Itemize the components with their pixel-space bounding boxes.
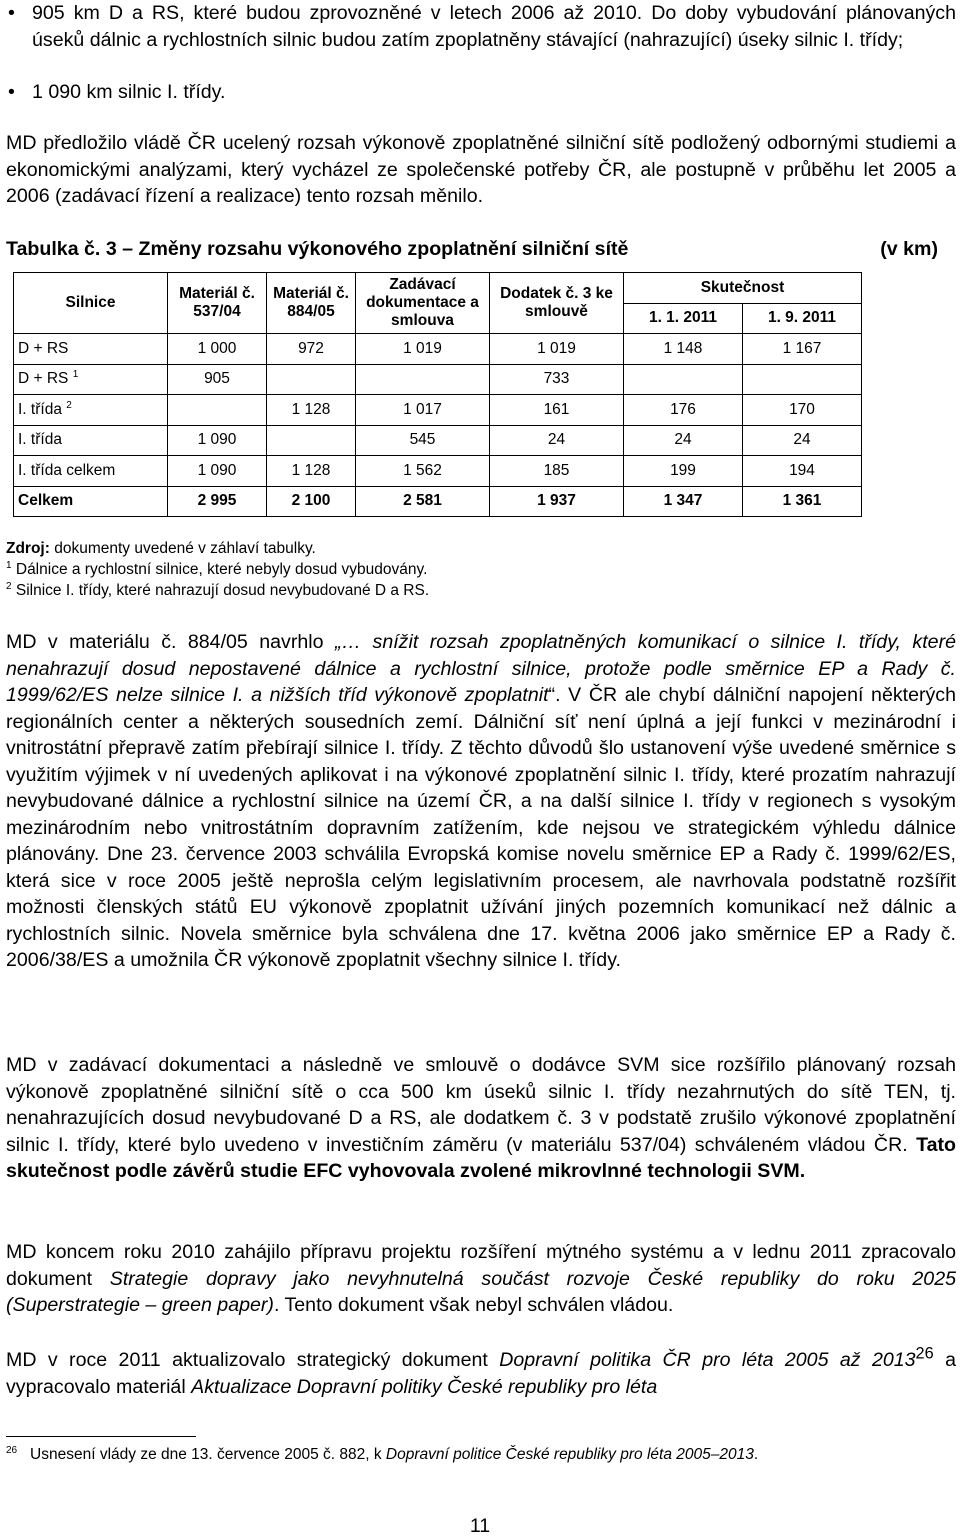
paragraph-2: [6, 629, 956, 974]
row-label: [14, 364, 168, 395]
header-material-2: Materiál č. 884/05: [267, 273, 356, 334]
table-row: [14, 486, 862, 517]
row-label: [14, 425, 168, 456]
table-cell: 1 128: [267, 456, 356, 487]
table-cell: 1 347: [624, 486, 743, 517]
table-cell: 1 167: [743, 334, 862, 365]
paragraph-1: MD předložilo vládě ČR ucelený rozsah výkonově zpoplatněné silniční sítě podložený odbornými studiemi a ekonomickými analýzami, který vycházel ze společenské potřeby ČR, ale postupně v průběhu let 2005 a 2006 (zadávací řízení a realizace) tento rozsah měnilo.: [6, 132, 956, 207]
table-cell: 24: [743, 425, 862, 456]
row-label: [14, 334, 168, 365]
row-label: [14, 456, 168, 487]
paragraph-3-body: MD v zadávací dokumentaci a následně ve smlouvě o dodávce SVM sice rozšířilo plánovaný rozsah výkonově zpoplatněné silniční sítě o cca 500 km úseků silnic I. třídy nezahrnutých do sítě TEN, tj. nenahrazujících dosud nevybudované D a RS, ale dodatkem č. 3 v podstatě zrušilo výkonové zpoplatnění silnic I. třídy, které bylo uvedeno v investičním záměru (v materiálu 537/04) schváleném vládou ČR.: [6, 1054, 956, 1156]
table-cell: 1 019: [490, 334, 624, 365]
table-cell: 170: [743, 395, 862, 426]
table-cell: 1 148: [624, 334, 743, 365]
table-cell: [356, 364, 490, 395]
header-material-1: Materiál č. 537/04: [168, 273, 267, 334]
source-text: dokumenty uvedené v záhlaví tabulky.: [49, 540, 316, 557]
table-cell: 1 128: [267, 395, 356, 426]
table-caption-text: Tabulka č. 3 – Změny rozsahu výkonového zpoplatnění silniční sítě: [6, 238, 629, 260]
bullet-item: [6, 0, 956, 53]
footnote-mark: 26: [6, 1444, 18, 1456]
table-row: [14, 364, 862, 395]
paragraph-5: [6, 1344, 957, 1400]
paragraph-2-body: “. V ČR ale chybí dálniční napojení některých regionálních center a některých sousedních zemí. Dálniční síť není úplná a její funkci v mezinárodní i vnitrostátní přepravě zatím přebírají silnice I. třídy. Z těchto důvodů šlo ustanovení výše uvedené směrnice s využitím výjimek v ní uvedených aplikovat i na výkonové zpoplatnění silnic I. třídy, které prozatím nahrazují nevybudované dálnice a rychlostní silnice na území ČR, a na další silnice I. třídy v regionech s vysokým mezinárodním nebo vnitrostátním dopravním zatížením, kde nejsou ve strategickém výhledu dálnice plánovány. Dne 23. července 2003 schválila Evropská komise novelu směrnice EP a Rady č. 1999/62/ES, která sice v roce 2005 ještě neprošla celým legislativním procesem, ale navrhovala podstatně rozšířit možnosti členských států EU výkonově zpoplatnit užívání jiných pozemních komunikací než dálnic a rychlostních silnic. Novela směrnice byla schválena dne 17. května 2006 jako směrnice EP a Rady č. 2006/38/ES a umožnila ČR výkonově zpoplatnit všechny silnice I. třídy.: [6, 684, 956, 971]
table-cell: 545: [356, 425, 490, 456]
table-cell: [267, 425, 356, 456]
table-cell: 2 995: [168, 486, 267, 517]
table-cell: 24: [490, 425, 624, 456]
row-label-text: I. třída: [18, 431, 62, 449]
table-cell: 1 562: [356, 456, 490, 487]
note-1-mark: 1: [6, 559, 12, 571]
table-cell: 1 019: [356, 334, 490, 365]
table-row: [14, 395, 862, 426]
note-1-text: Dálnice a rychlostní silnice, které nebyly dosud vybudovány.: [11, 561, 428, 578]
table-cell: 185: [490, 456, 624, 487]
table-cell: [267, 364, 356, 395]
footnote-ref-26: 26: [915, 1344, 934, 1363]
row-label-text: I. třída: [18, 400, 62, 418]
paragraph-5-title-2: Aktualizace Dopravní politiky České republiky pro léta: [191, 1375, 658, 1398]
paragraph-3: [6, 1052, 956, 1185]
table-cell: 2 100: [267, 486, 356, 517]
footnote-tail: .: [753, 1446, 759, 1463]
table-row: [14, 334, 862, 365]
row-label-sup: 2: [66, 399, 72, 411]
table-cell: 972: [267, 334, 356, 365]
table-cell: 24: [624, 425, 743, 456]
header-dodatek: Dodatek č. 3 ke smlouvě: [490, 273, 624, 334]
table-body: [14, 334, 862, 517]
row-label-text: D + RS: [18, 370, 69, 388]
paragraph-4: [6, 1239, 956, 1319]
table-cell: 2 581: [356, 486, 490, 517]
row-label-text: I. třída celkem: [18, 461, 116, 479]
table-cell: 905: [168, 364, 267, 395]
paragraph-2-quote: „… snížit rozsah zpoplatněných komunikací o silnice I. třídy, které nenahrazují dosud nepostavené dálnice a rychlostní silnice, protože podle směrnice EP a Rady č. 1999/62/ES nelze silnice I. a nižších tříd výkonově zpoplatnit: [6, 631, 956, 706]
table-cell: 1 017: [356, 395, 490, 426]
row-label: [14, 486, 168, 517]
paragraph-5-mid: a vypracovalo materiál: [6, 1349, 957, 1398]
header-silnice: Silnice: [14, 273, 168, 334]
bullet-dot-icon: •: [8, 81, 15, 103]
paragraph-4-lead: MD koncem roku 2010 zahájilo přípravu projektu rozšíření mýtného systému a v lednu 2011 zpracovalo dokument: [6, 1241, 956, 1290]
table-cell: 1 090: [168, 425, 267, 456]
table-unit: (v km): [880, 238, 938, 260]
row-label: [14, 395, 168, 426]
table-cell: 1 000: [168, 334, 267, 365]
table-caption: [6, 238, 938, 261]
table-row: [14, 456, 862, 487]
row-label-text: D + RS: [18, 339, 69, 357]
source-note: [6, 538, 429, 601]
paragraph-4-tail: . Tento dokument však nebyl schválen vládou.: [273, 1294, 674, 1316]
table-cell: [743, 364, 862, 395]
table-cell: [624, 364, 743, 395]
note-2-mark: 2: [6, 580, 12, 592]
row-label-sup: 1: [72, 369, 79, 381]
paragraph-2-lead: MD v materiálu č. 884/05 navrhlo: [6, 631, 335, 653]
paragraph-5-title: Dopravní politika ČR pro léta 2005 až 2013: [499, 1349, 916, 1371]
data-table: [13, 272, 862, 517]
row-label-text: Celkem: [18, 492, 74, 510]
table-cell: 176: [624, 395, 743, 426]
page-number: 11: [469, 1515, 491, 1537]
table-header-row: [14, 273, 862, 304]
bullet-text: 1 090 km silnic I. třídy.: [32, 81, 226, 103]
table-cell: 1 937: [490, 486, 624, 517]
header-skutecnost: Skutečnost: [624, 273, 862, 304]
header-date-2: 1. 9. 2011: [743, 303, 862, 334]
footnote-lead: Usnesení vlády ze dne 13. července 2005 č. 882, k: [30, 1446, 386, 1463]
source-label: Zdroj:: [6, 540, 50, 557]
table-cell: 1 361: [743, 486, 862, 517]
table-cell: 1 090: [168, 456, 267, 487]
bullet-dot-icon: •: [8, 2, 15, 24]
table-row: [14, 425, 862, 456]
bullet-text: 905 km D a RS, které budou zprovozněné v letech 2006 až 2010. Do doby vybudování plánovaných úseků dálnic a rychlostních silnic budou zatím zpoplatněny stávající (nahrazující) úseky silnic I. třídy;: [32, 2, 956, 51]
footnote-divider: [6, 1436, 196, 1437]
table-cell: [168, 395, 267, 426]
footnote: [6, 1446, 758, 1464]
header-zadavaci: Zadávací dokumentace a smlouva: [356, 273, 490, 334]
header-date-1: 1. 1. 2011: [624, 303, 743, 334]
note-2-text: Silnice I. třídy, které nahrazují dosud nevybudované D a RS.: [11, 582, 430, 599]
footnote-title: Dopravní politice České republiky pro léta 2005–2013: [385, 1446, 754, 1463]
table-cell: 194: [743, 456, 862, 487]
paragraph-3-bold: Tato skutečnost podle závěrů studie EFC vyhovovala zvolené mikrovlnné technologii SVM.: [6, 1133, 956, 1182]
paragraph-4-title: Strategie dopravy jako nevyhnutelná součást rozvoje České republiky do roku 2025 (Superstrategie – green paper): [6, 1267, 956, 1316]
bullet-item: [6, 79, 956, 106]
paragraph-5-lead: MD v roce 2011 aktualizovalo strategický dokument: [6, 1349, 500, 1371]
table-cell: 733: [490, 364, 624, 395]
table-cell: 199: [624, 456, 743, 487]
table-cell: 161: [490, 395, 624, 426]
